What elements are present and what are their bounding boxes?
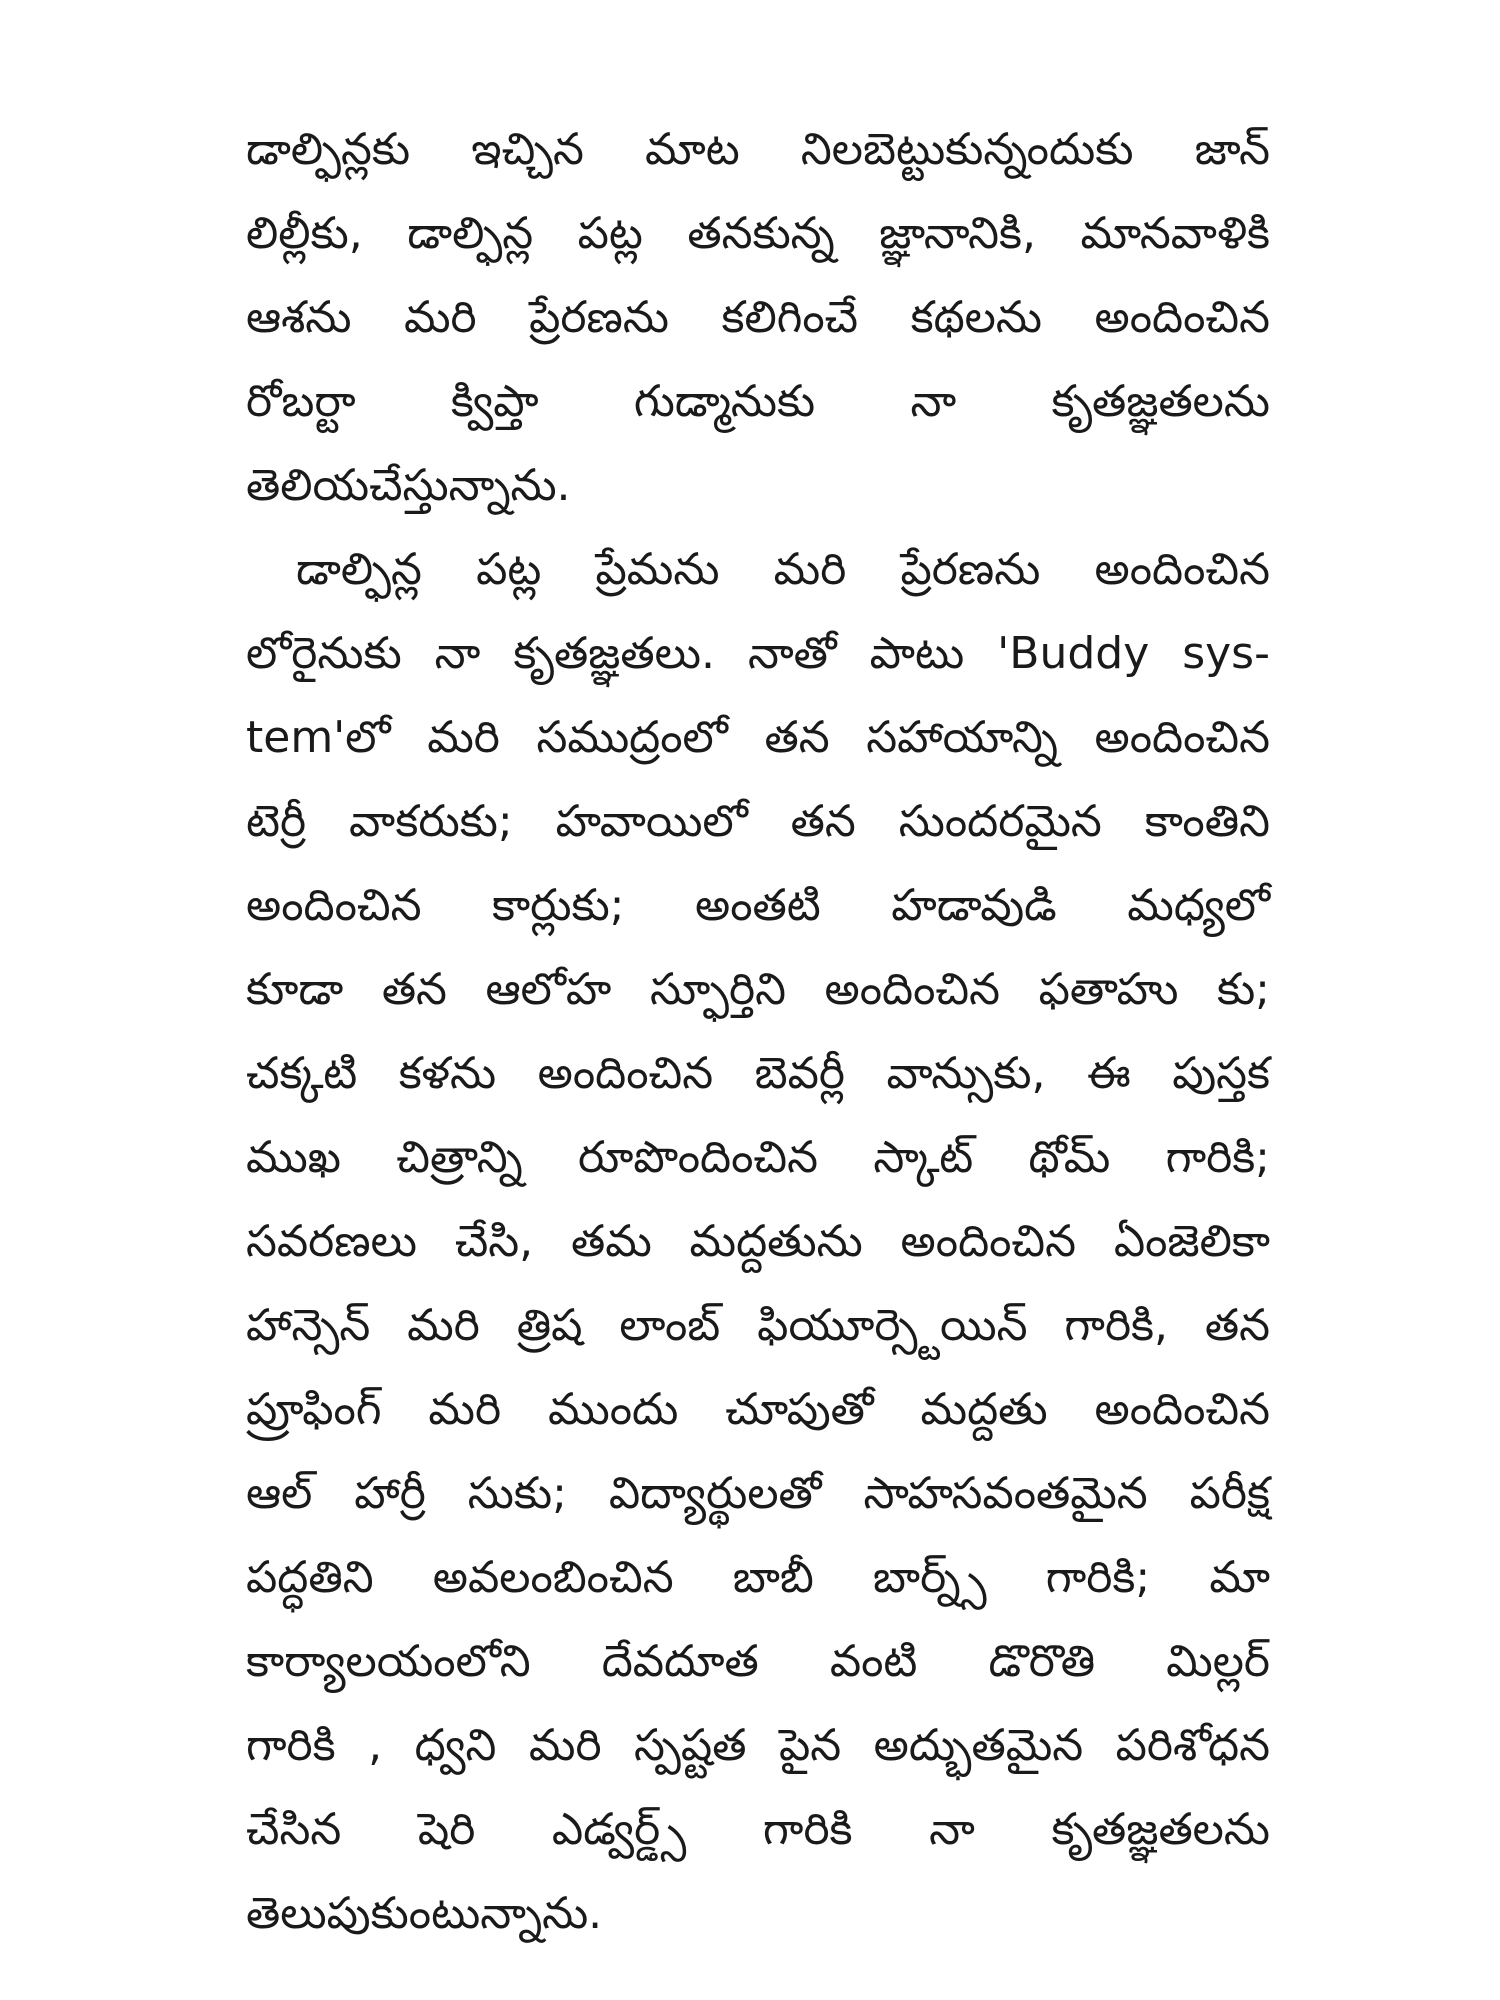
- paragraph-1: [246, 108, 1270, 528]
- document-page: [246, 108, 1270, 1956]
- text-line: కూడా తన ఆలోహ స్ఫూర్తిని అందించిన ఫతాహు కు;: [246, 964, 1270, 1015]
- text-line: చక్కటి కళను అందించిన బెవర్లీ వాన్సుకు, ఈ పుస్తక: [246, 1048, 1270, 1099]
- text-line: లోరైనుకు నా కృతజ్ఞతలు. నాతో పాటు 'Buddy sys-: [246, 628, 1270, 679]
- text-line: సవరణలు చేసి, తమ మద్దతును అందించిన ఏంజెలికా: [246, 1216, 1270, 1267]
- text-line: రోబర్టా క్విప్తా గుడ్మానుకు నా కృతజ్ఞతలను: [246, 376, 1270, 427]
- text-line: ఆల్ హార్రీ సుకు; విద్యార్థులతో సాహసవంతమైన పరీక్ష: [246, 1468, 1270, 1519]
- text-line: లిల్లీకు, డాల్ఫిన్ల పట్ల తనకున్న జ్ఞానానికి, మానవాళికి: [246, 208, 1270, 259]
- text-line: కార్యాలయంలోని దేవదూత వంటి డొరొతి మిల్లర్: [246, 1636, 1270, 1687]
- text-line: చేసిన షెరి ఎడ్వర్డ్స్ గారికి నా కృతజ్ఞతలను: [246, 1804, 1270, 1855]
- text-line: ప్రూఫింగ్ మరి ముందు చూపుతో మద్దతు అందించిన: [246, 1384, 1270, 1435]
- text-line: డాల్ఫిన్ల పట్ల ప్రేమను మరి ప్రేరణను అందించిన: [296, 544, 1270, 595]
- text-line: డాల్ఫిన్లకు ఇచ్చిన మాట నిలబెట్టుకున్నందుకు జాన్: [246, 124, 1270, 175]
- text-line: tem'లో మరి సముద్రంలో తన సహాయాన్ని అందించిన: [246, 712, 1270, 763]
- text-line: హాన్సెన్ మరి త్రిష లాంబ్ ఫియూర్స్టెయిన్ గారికి, తన: [246, 1300, 1270, 1351]
- text-line: ఆశను మరి ప్రేరణను కలిగించే కథలను అందించిన: [246, 292, 1270, 343]
- text-line: పద్ధతిని అవలంబించిన బాబీ బార్న్స్ గారికి; మా: [246, 1552, 1270, 1603]
- text-line: తెలియచేస్తున్నాను.: [246, 460, 571, 511]
- text-line: గారికి , ధ్వని మరి స్పష్టత పైన అద్భుతమైన పరిశోధన: [246, 1720, 1270, 1771]
- paragraph-2: [246, 528, 1270, 1956]
- text-line: అందించిన కార్లుకు; అంతటి హడావుడి మధ్యలో: [246, 880, 1270, 931]
- text-line: ముఖ చిత్రాన్ని రూపొందించిన స్కాట్ థోమ్ గారికి;: [246, 1132, 1270, 1183]
- text-line: టెర్రీ వాకరుకు; హవాయిలో తన సుందరమైన కాంతిని: [246, 796, 1270, 847]
- text-line: తెలుపుకుంటున్నాను.: [246, 1888, 603, 1939]
